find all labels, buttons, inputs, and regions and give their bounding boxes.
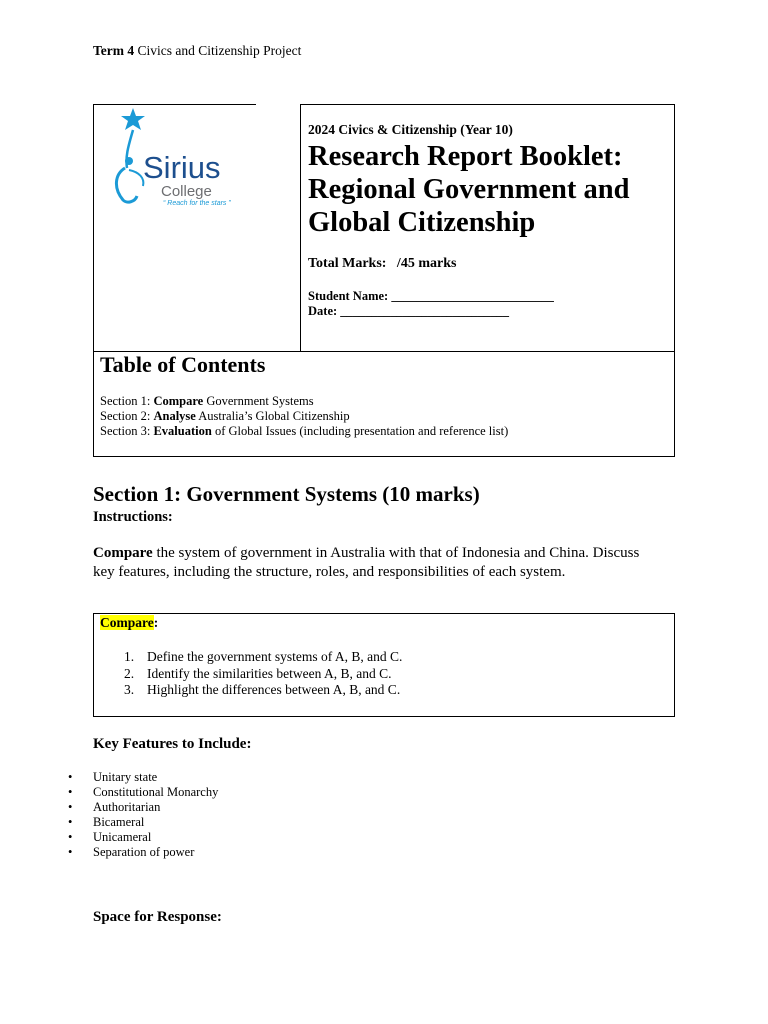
compare-box (93, 613, 675, 717)
booklet-title (308, 140, 673, 239)
toc-item: Section 2: Analyse Australia’s Global Citizenship (100, 409, 350, 423)
list-item: • Separation of power (68, 845, 195, 859)
response-space-label: Space for Response: (93, 909, 222, 925)
term-label: Term 4 (93, 43, 135, 58)
cover-box (93, 104, 675, 456)
toc-list (100, 394, 508, 439)
key-features-list (68, 770, 218, 860)
logo-name: Sirius (143, 150, 221, 185)
title-line-3: Global Citizenship (308, 207, 536, 238)
key-features-label: Key Features to Include: (93, 736, 252, 752)
compare-label: Compare: (100, 615, 159, 630)
border-middle (300, 104, 301, 352)
logo-college: College (161, 183, 212, 200)
toc-item: Section 3: Evaluation of Global Issues (including presentation and reference list) (100, 424, 509, 438)
page-header (93, 43, 301, 59)
list-item: • Bicameral (68, 815, 145, 829)
star-icon (121, 108, 145, 130)
logo-tagline: “ Reach for the stars ” (163, 200, 231, 207)
project-name: Civics and Citizenship Project (137, 43, 302, 58)
list-item: 1. Define the government systems of A, B, and C. (124, 649, 403, 664)
toc-title: Table of Contents (100, 352, 266, 377)
list-item: 3. Highlight the differences between A, B, and C. (124, 682, 401, 697)
border-top-left (93, 104, 256, 105)
date-field[interactable]: Date: ___________________________ (308, 304, 510, 318)
booklet-subtitle: 2024 Civics & Citizenship (Year 10) (308, 122, 513, 137)
total-marks: Total Marks: /45 marks (308, 256, 457, 271)
student-name-field[interactable]: Student Name: __________________________ (308, 289, 554, 303)
list-item: • Constitutional Monarchy (68, 785, 219, 799)
list-item: 2. Identify the similarities between A, B, and C. (124, 665, 392, 681)
section-1-title: Section 1: Government Systems (10 marks) (93, 482, 480, 506)
border-top-right (301, 104, 675, 105)
title-line-2: Regional Government and (308, 174, 630, 205)
instructions-label: Instructions: (93, 509, 173, 525)
list-item: • Unitary state (68, 770, 158, 784)
title-line-1: Research Report Booklet: (308, 141, 623, 172)
toc-item: Section 1: Compare Government Systems (100, 394, 314, 408)
border-bottom (93, 456, 675, 457)
compare-list (124, 649, 402, 699)
instructions-paragraph: Compare the system of government in Australia with that of Indonesia and China. Discuss key features, including the structure, roles, and responsibilities of each system. (93, 545, 640, 580)
list-item: • Authoritarian (68, 800, 161, 814)
list-item: • Unicameral (68, 830, 152, 844)
border-left (93, 104, 94, 457)
sirius-college-logo (105, 106, 255, 208)
border-right (674, 104, 675, 457)
